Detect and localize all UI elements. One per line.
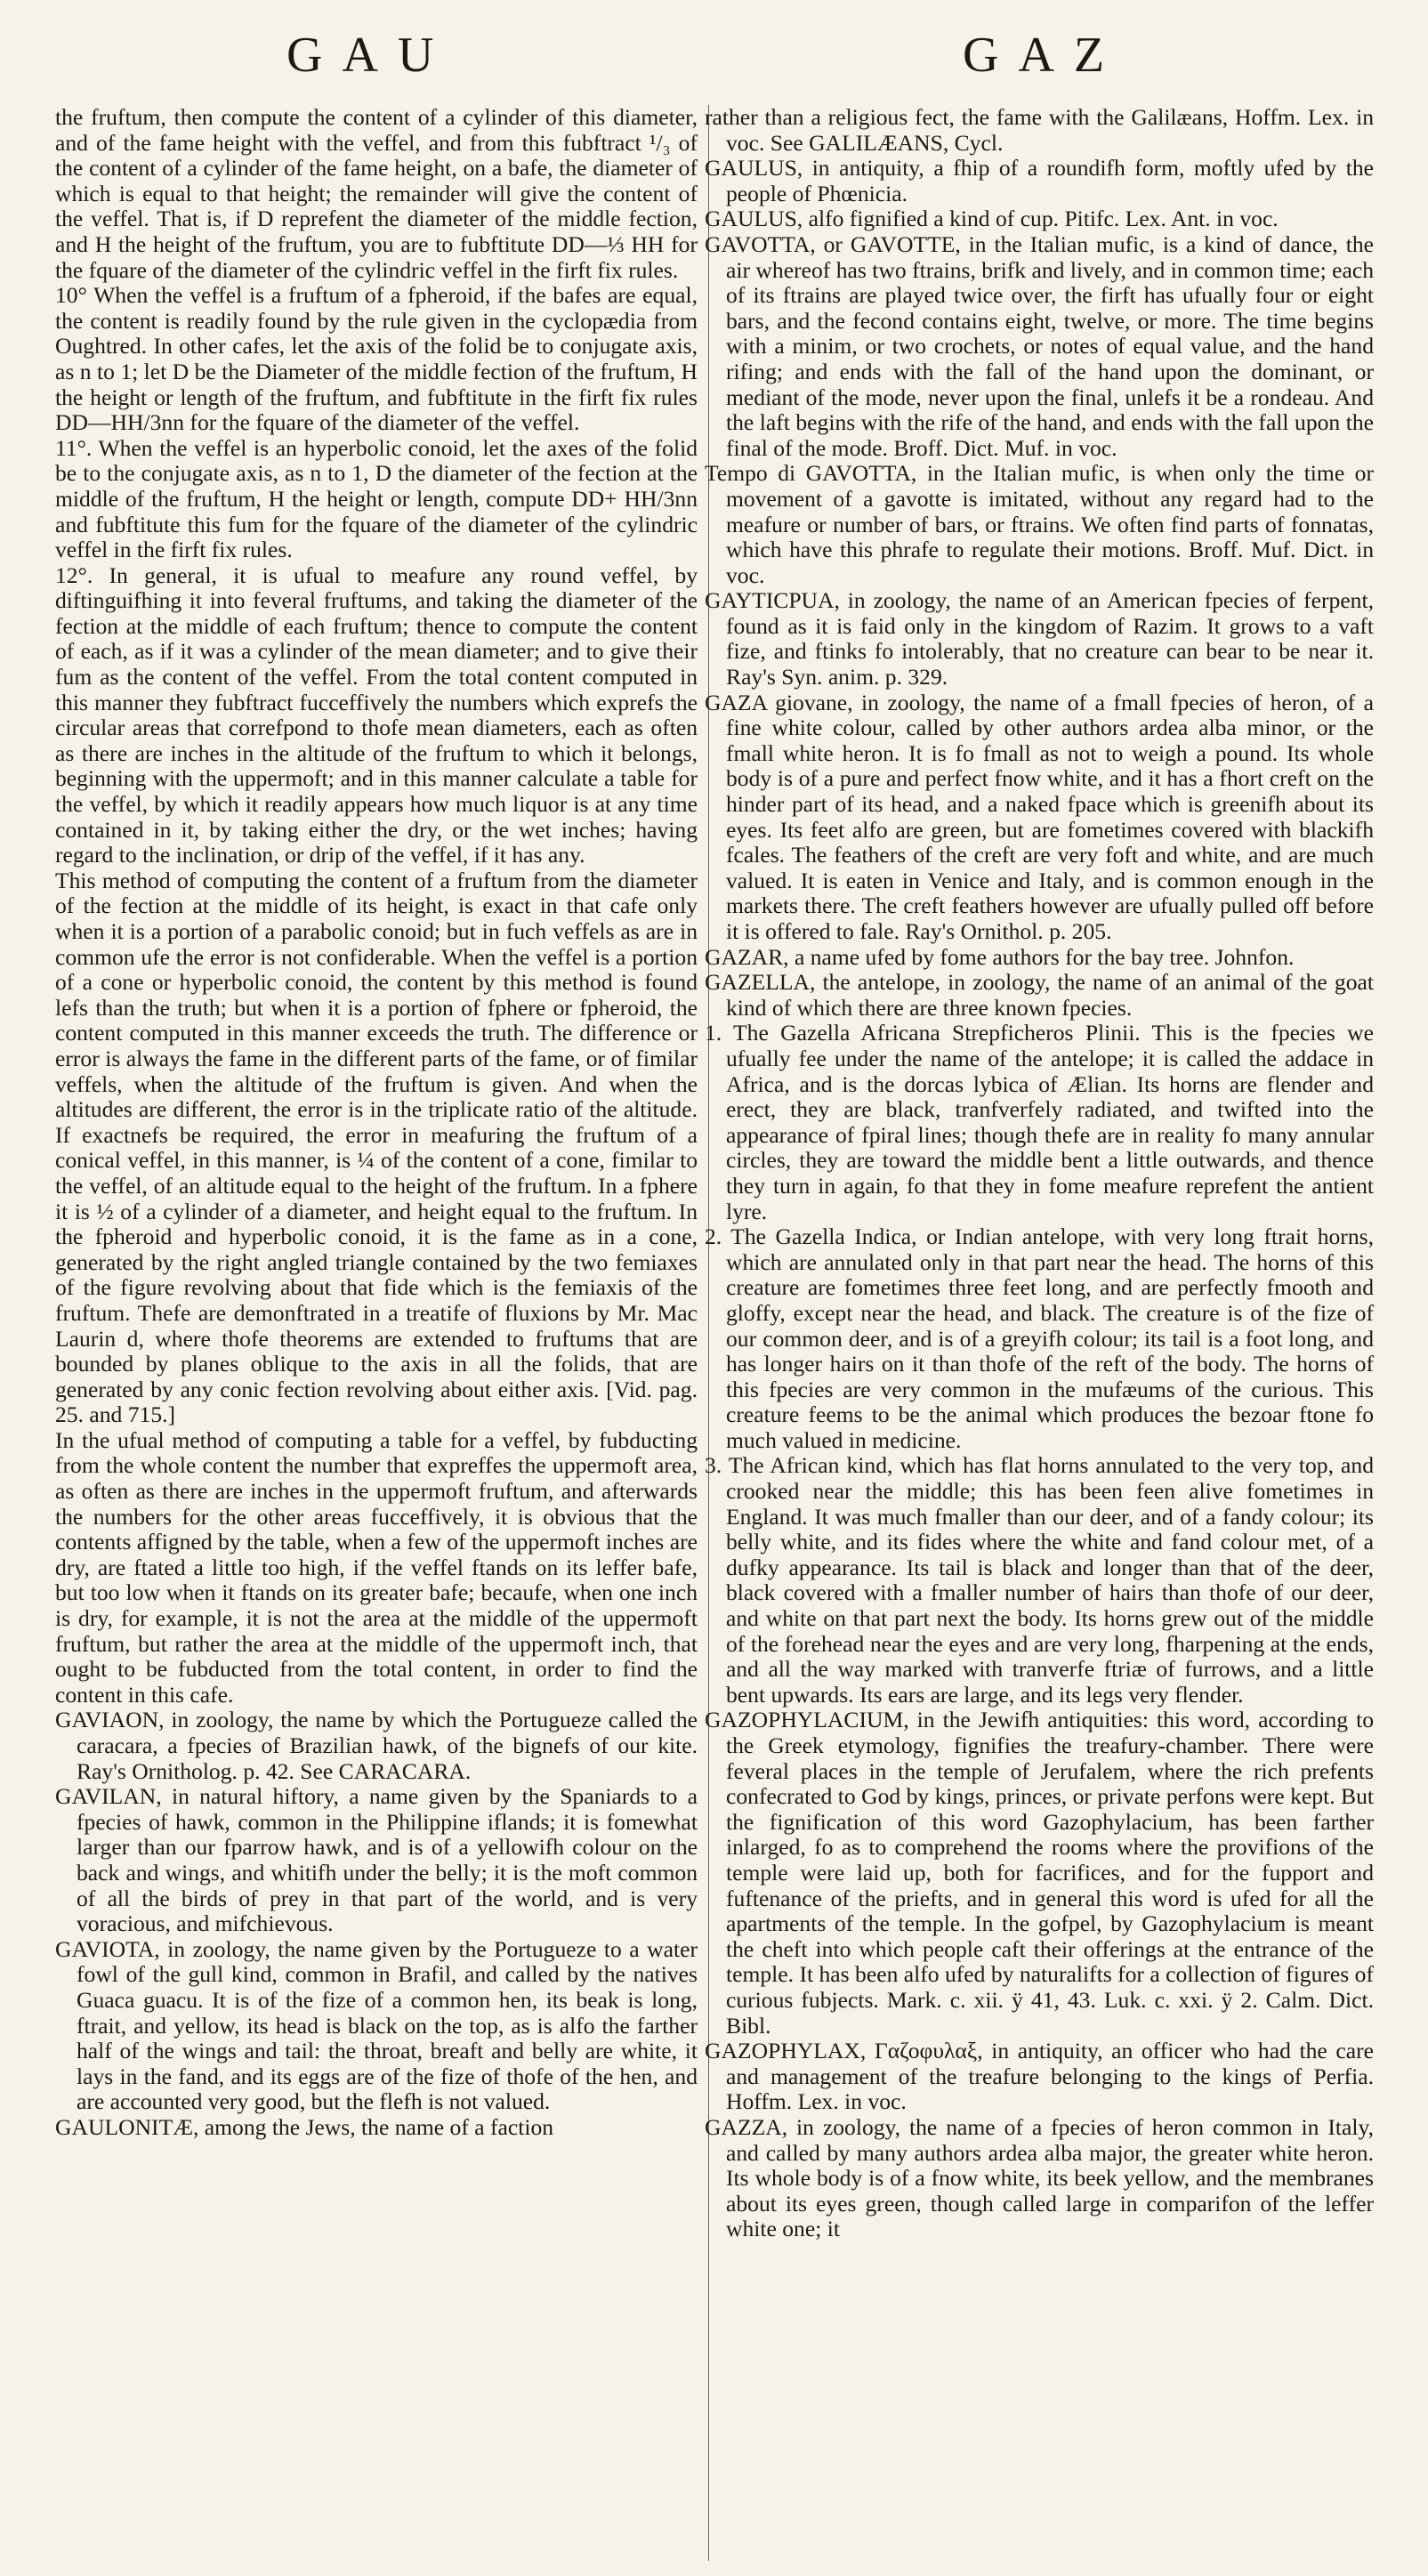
paragraph: 12°. In general, it is ufual to meafure any round veffel, by diftinguifhing it into feveral fruftums, and taking the diameter of the fection at the middle of each fruftum; thence to compute the content of each, as if it was a cylinder of the mean diameter; and to give their fum as the content of the veffel. From the total content computed in this manner they fubftract fucceffively the numbers which exprefs the circular areas that correfpond to thofe mean diameters, each as often as there are inches in the altitude of the fruftum to which it belongs, beginning with the uppermoft; and in this manner calculate a table for the veffel, by which it readily appears how much liquor is at any time contained in it, by taking either the dry, or the wet inches; having regard to the inclination, or drip of the veffel, if it has any.: [55, 561, 698, 868]
paragraph: In the ufual method of computing a table for a veffel, by fubducting from the whole content the number that expreffes the uppermoft area, as often as there are inches in the uppermoft fruftum, and afterwards the numbers for the other areas fucceffively, it is obvious that the contents affigned by the table, when a few of the uppermoft inches are dry, are ftated a little too high, if the veffel ftands on its leffer bafe, but too low when it ftands on its greater bafe; becaufe, when one inch is dry, for example, it is not the area at the middle of the uppermoft fruftum, but rather the area at the middle of the uppermoft inch, that ought to be fubducted from the total content, in order to find the content in this cafe.: [55, 1426, 698, 1708]
entry-tempo-di-gavotta: Tempo di GAVOTTA, in the Italian mufic, is when only the time or movement of a gavotte is imitated, without any regard had to the meafure or number of bars, or ftrains. We often find parts of fonnatas, which have this phrafe to regulate their motions. Broff. Muf. Dict. in voc.: [705, 460, 1374, 588]
entry-gazar: GAZAR, a name ufed by fome authors for the bay tree. Johnfon.: [705, 943, 1295, 970]
right-column: [705, 105, 1374, 2242]
running-header: [0, 27, 1428, 89]
entry-gaulus: GAULUS, in antiquity, a fhip of a roundifh form, moftly ufed by the people of Phœnicia.: [705, 155, 1374, 206]
entry-gaviota: GAVIOTA, in zoology, the name given by the Portugueze to a water fowl of the gull kind, common in Brafil, and called by the natives Guaca guacu. It is of the fize of a common hen, its beak is long, ftrait, and yellow, its head is black on the top, as is alfo the farther half of the wings and tail: the throat, breaft and belly are white, it lays in the fand, and its eggs are of the fize of thofe of the hen, and are accounted very good, but the flefh is not valued.: [55, 1935, 698, 2115]
paragraph: 10° When the veffel is a fruftum of a fpheroid, if the bafes are equal, the content is readily found by the rule given in the cyclopædia from Oughtred. In other cafes, let the axis of the folid be to conjugate axis, as n to 1; let D be the Diameter of the middle fection of the fruftum, H the height or length of the fruftum, and fubftitute in the firft fix rules DD—HH/3nn for the fquare of the diameter of the veffel.: [55, 282, 698, 436]
entry-gazella: GAZELLA, the antelope, in zoology, the name of an animal of the goat kind of which there are three known fpecies.: [705, 969, 1374, 1021]
entry-gaulus-cup: GAULUS, alfo fignified a kind of cup. Pitifc. Lex. Ant. in voc.: [705, 206, 1279, 232]
gazella-species-1: 1. The Gazella Africana Strepficheros Plinii. This is the fpecies we ufually fee under the name of the antelope; it is called the addace in Africa, and is the dorcas lybica of Ælian. Its horns are flender and erect, they are black, tranfverfely radiated, and twifted into the appearance of fpiral lines; though thefe are in reality fo many annular circles, they are toward the middle bent a little outwards, and thence they turn in again, fo that they in fome meafure reprefent the antient lyre.: [705, 1020, 1374, 1224]
gazella-species-3: 3. The African kind, which has flat horns annulated to the very top, and crooked near the middle; this has been feen alive fometimes in England. It was much fmaller than our deer, and of a fandy colour; its belly white, and its fides where the white and fand colour met, of a dufky appearance. Its tail is black and longer than that of the deer, black covered with a fmaller number of hairs than thofe of our deer, and white on that part next the body. Its horns grew out of the middle of the forehead near the eyes and are very long, fharpening at the ends, and all the way marked with tranverfe ftriæ of furrows, and a little bent upwards. Its ears are large, and its legs very flender.: [705, 1452, 1374, 1708]
paragraph: 11°. When the veffel is an hyperbolic conoid, let the axes of the folid be to the conjugate axis, as n to 1, D the diameter of the fection at the middle of the fruftum, H the height or length, compute DD+ HH/3nn and fubftitute this fum for the fquare of the diameter of the cylindric veffel in the firft fix rules.: [55, 434, 698, 563]
entry-gavotta: GAVOTTA, or GAVOTTE, in the Italian mufic, is a kind of dance, the air whereof has two ftrains, brifk and lively, and in common time; each of its ftrains are played twice over, the firft has ufually four or eight bars, and the fecond contains eight, twelve, or more. The time begins with a minim, or two crochets, or notes of equal value, and the hand rifing; and ends with the fall of the hand upon the dominant, or mediant of the mode, never upon the final, unlefs it be a rondeau. And the laft begins with the rife of the hand, and ends with the fall upon the final of the mode. Broff. Dict. Muf. in voc.: [705, 230, 1374, 461]
header-right: GAZ: [963, 28, 1125, 83]
left-column: [55, 105, 698, 2141]
entry-gaviaon: GAVIAON, in zoology, the name by which the Portugueze called the caracara, a fpecies of Brazilian hawk, of the bignefs of our kite. Ray's Ornitholog. p. 42. See CARACARA.: [55, 1707, 698, 1784]
paragraph: the fruftum, then compute the content of a cylinder of this diameter, and of the fame height with the veffel, and from this fubftract ¹/₃ of the content of a cylinder of the fame height, on a bafe, the diameter of which is equal to that height; the remainder will give the content of the veffel. That is, if D reprefent the diameter of the middle fection, and H the height of the fruftum, you are to fubftitute DD—⅓ HH for the fquare of the diameter of the cylindric veffel in the firft fix rules.: [55, 104, 698, 283]
entry-gavilan: GAVILAN, in natural hiftory, a name given by the Spaniards to a fpecies of hawk, common in the Philippine iflands; it is fomewhat larger than our fparrow hawk, and is of a yellowifh colour on the back and wings, and whitifh under the belly; it is the moft common of all the birds of prey in that part of the world, and is very voracious, and mifchievous.: [55, 1783, 698, 1937]
entry-gaza-giovane: GAZA giovane, in zoology, the name of a fmall fpecies of heron, of a fine white colour, called by other authors ardea alba minor, or the fmall white heron. It is fo fmall as not to weigh a pound. Its whole body is of a pure and perfect fnow white, and it has a fhort creft on the hinder part of its head, and a naked fpace which is greenifh about its eyes. Its feet alfo are green, but are fometimes covered with blackifh fcales. The feathers of the creft are very foft and white, and are much valued. It is eaten in Venice and Italy, and is common enough in the markets there. The creft feathers however are ufually pulled off before it is offered to fale. Ray's Ornithol. p. 205.: [705, 689, 1374, 944]
entry-gazophylax: GAZOPHYLAX, Γαζοφυλαξ, in antiquity, an officer who had the care and management of the treafure belonging to the kings of Perfia. Hoffm. Lex. in voc.: [705, 2038, 1374, 2115]
entry-gazza: GAZZA, in zoology, the name of a fpecies of heron common in Italy, and called by many authors ardea alba major, the greater white heron. Its whole body is of a fnow white, its beek yellow, and the membranes about its eyes green, though called large in comparifon of the leffer white one; it: [705, 2113, 1374, 2242]
header-left: GAU: [286, 28, 454, 83]
entry-gazophylacium: GAZOPHYLACIUM, in the Jewifh antiquities: this word, according to the Greek etymology, fignifies the treafury-chamber. There were feveral places in the temple of Jerufalem, where the rich prefents confecrated to God by kings, princes, or private perfons were kept. But the fignification of this word Gazophylacium, has been farther inlarged, fo as to comprehend the rooms where the provifions of the temple were laid up, both for facrifices, and for the fupport and fuftenance of the priefts, and in general this word is ufed for all the apartments of the temple. In the gofpel, by Gazophylacium is meant the cheft into which people caft their offerings at the entrance of the temple. It has been alfo ufed by naturalifts for a collection of figures of curious fubjects. Mark. c. xii. ÿ 41, 43. Luk. c. xxi. ÿ 2. Calm. Dict. Bibl.: [705, 1707, 1374, 2039]
entry-gayticpua: GAYTICPUA, in zoology, the name of an American fpecies of ferpent, found as it is faid only in the kingdom of Razim. It grows to a vaft fize, and ftinks fo intolerably, that no creature can bear to be near it. Ray's Syn. anim. p. 329.: [705, 587, 1374, 690]
paragraph: rather than a religious fect, the fame with the Galilæans, Hoffm. Lex. in voc. See GALILÆANS, Cycl.: [705, 104, 1374, 156]
gazella-species-2: 2. The Gazella Indica, or Indian antelope, with very long ftrait horns, which are annulated only in that part near the head. The horns of this creature are fometimes three feet long, and are perfectly fmooth and gloffy, except near the head, and black. The creature is of the fize of our common deer, and is of a greyifh colour; its tail is a foot long, and has longer hairs on it than thofe of the reft of the body. The horns of this fpecies are very common in the mufæums of the curious. This creature feems to be the animal which produces the bezoar ftone fo much valued in medicine.: [705, 1223, 1374, 1453]
entry-gaulonitae: GAULONITÆ, among the Jews, the name of a faction: [55, 2113, 554, 2140]
paragraph: This method of computing the content of a fruftum from the diameter of the fection at the middle of its height, is exact in that cafe only when it is a portion of a parabolic conoid; but in fuch veffels as are in common ufe the error is not confiderable. When the veffel is a portion of a cone or hyperbolic conoid, the content by this method is found lefs than the truth; but when it is a portion of fphere or fpheroid, the content computed in this manner exceeds the truth. The difference or error is always the fame in the different parts of the fame, or of fimilar veffels, when the altitude of the fruftum is given. And when the altitudes are different, the error is in the triplicate ratio of the altitude. If exactnefs be required, the error in meafuring the fruftum of a conical veffel, in this manner, is ¼ of the content of a cone, fimilar to the veffel, of an altitude equal to the height of the fruftum. In a fphere it is ½ of a cylinder of a diameter, and height equal to the fruftum. In the fpheroid and hyperbolic conoid, it is the fame as in a cone, generated by the right angled triangle contained by the two femiaxes of the figure revolving about that fide which is the femiaxis of the fruftum. Thefe are demonftrated in a treatife of fluxions by Mr. Mac Laurin d, where thofe theorems are extended to fruftums that are bounded by planes oblique to the axis in all the folids, that are generated by any conic fection revolving about either axis. [Vid. pag. 25. and 715.]: [55, 867, 698, 1428]
